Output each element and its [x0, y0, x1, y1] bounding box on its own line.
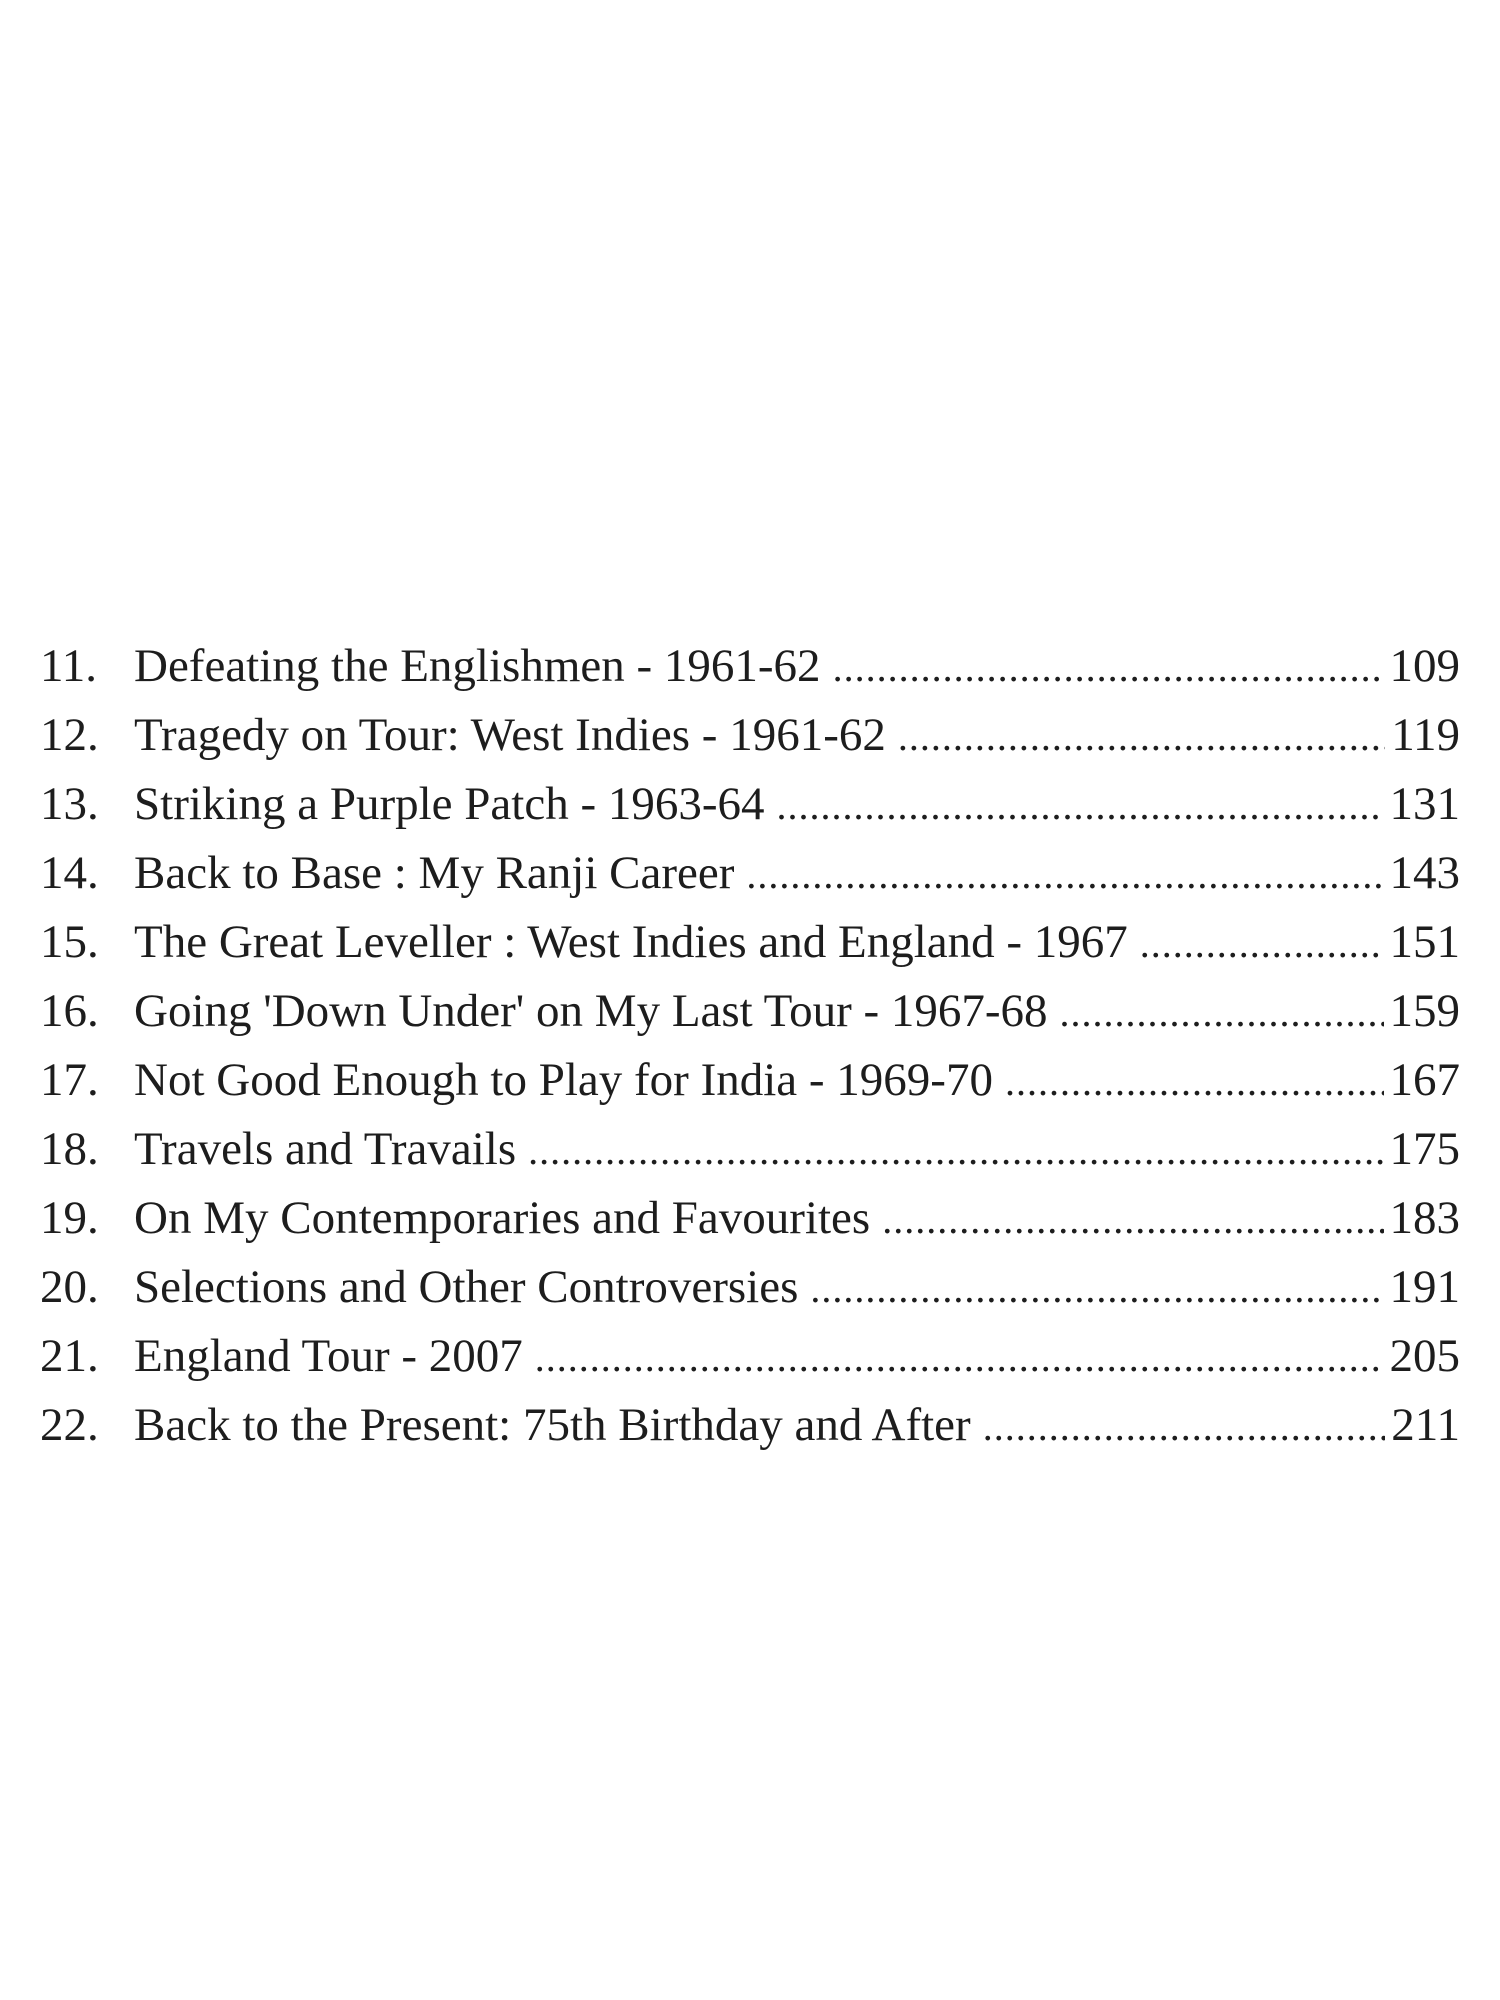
- chapter-title: Going 'Down Under' on My Last Tour - 1967-68: [134, 985, 1048, 1037]
- chapter-title: Back to the Present: 75th Birthday and After: [134, 1399, 971, 1451]
- dot-leader: [1140, 909, 1384, 977]
- chapter-number: 11.: [40, 640, 98, 692]
- chapter-title: The Great Leveller : West Indies and England - 1967: [134, 916, 1128, 968]
- toc-entry: [40, 1391, 1460, 1460]
- chapter-number: 12.: [40, 709, 99, 761]
- page-number: 151: [1389, 916, 1460, 968]
- dot-leader: [833, 633, 1384, 701]
- page-number: 191: [1389, 1261, 1460, 1313]
- dot-leader: [983, 1392, 1386, 1460]
- page-number: 205: [1389, 1330, 1460, 1382]
- page-number: 119: [1391, 709, 1460, 761]
- dot-leader: [882, 1185, 1383, 1253]
- chapter-title: Not Good Enough to Play for India - 1969-70: [134, 1054, 993, 1106]
- chapter-number: 16.: [40, 985, 99, 1037]
- toc-entry: [40, 1253, 1460, 1322]
- page-number: 109: [1389, 640, 1460, 692]
- toc-entry: [40, 1046, 1460, 1115]
- chapter-title: Tragedy on Tour: West Indies - 1961-62: [134, 709, 886, 761]
- toc-entry: [40, 701, 1460, 770]
- page-number: 131: [1389, 778, 1460, 830]
- toc-entry: [40, 1322, 1460, 1391]
- chapter-number: 22.: [40, 1399, 99, 1451]
- chapter-number: 19.: [40, 1192, 99, 1244]
- page-number: 167: [1389, 1054, 1460, 1106]
- dot-leader: [535, 1323, 1384, 1391]
- page-number: 211: [1391, 1399, 1460, 1451]
- toc-entry: [40, 977, 1460, 1046]
- chapter-title: Selections and Other Controversies: [134, 1261, 799, 1313]
- chapter-title: England Tour - 2007: [134, 1330, 523, 1382]
- toc-entry: [40, 1184, 1460, 1253]
- toc-entry: [40, 839, 1460, 908]
- chapter-title: Defeating the Englishmen - 1961-62: [134, 640, 821, 692]
- dot-leader: [898, 702, 1385, 770]
- chapter-number: 14.: [40, 847, 99, 899]
- chapter-title: Back to Base : My Ranji Career: [134, 847, 735, 899]
- dot-leader: [1060, 978, 1384, 1046]
- table-of-contents: [40, 632, 1460, 1460]
- dot-leader: [810, 1254, 1383, 1322]
- dot-leader: [1005, 1047, 1384, 1115]
- chapter-number: 18.: [40, 1123, 99, 1175]
- dot-leader: [528, 1116, 1383, 1184]
- toc-entry: [40, 908, 1460, 977]
- chapter-title: On My Contemporaries and Favourites: [134, 1192, 871, 1244]
- toc-entry: [40, 632, 1460, 701]
- chapter-number: 15.: [40, 916, 99, 968]
- chapter-number: 20.: [40, 1261, 99, 1313]
- page-number: 183: [1389, 1192, 1460, 1244]
- chapter-title: Striking a Purple Patch - 1963-64: [134, 778, 765, 830]
- toc-entry: [40, 1115, 1460, 1184]
- dot-leader: [777, 771, 1384, 839]
- chapter-title: Travels and Travails: [134, 1123, 517, 1175]
- page-number: 175: [1389, 1123, 1460, 1175]
- chapter-number: 17.: [40, 1054, 99, 1106]
- chapter-number: 21.: [40, 1330, 99, 1382]
- toc-entry: [40, 770, 1460, 839]
- page-number: 143: [1389, 847, 1460, 899]
- dot-leader: [746, 840, 1383, 908]
- page-number: 159: [1389, 985, 1460, 1037]
- chapter-number: 13.: [40, 778, 99, 830]
